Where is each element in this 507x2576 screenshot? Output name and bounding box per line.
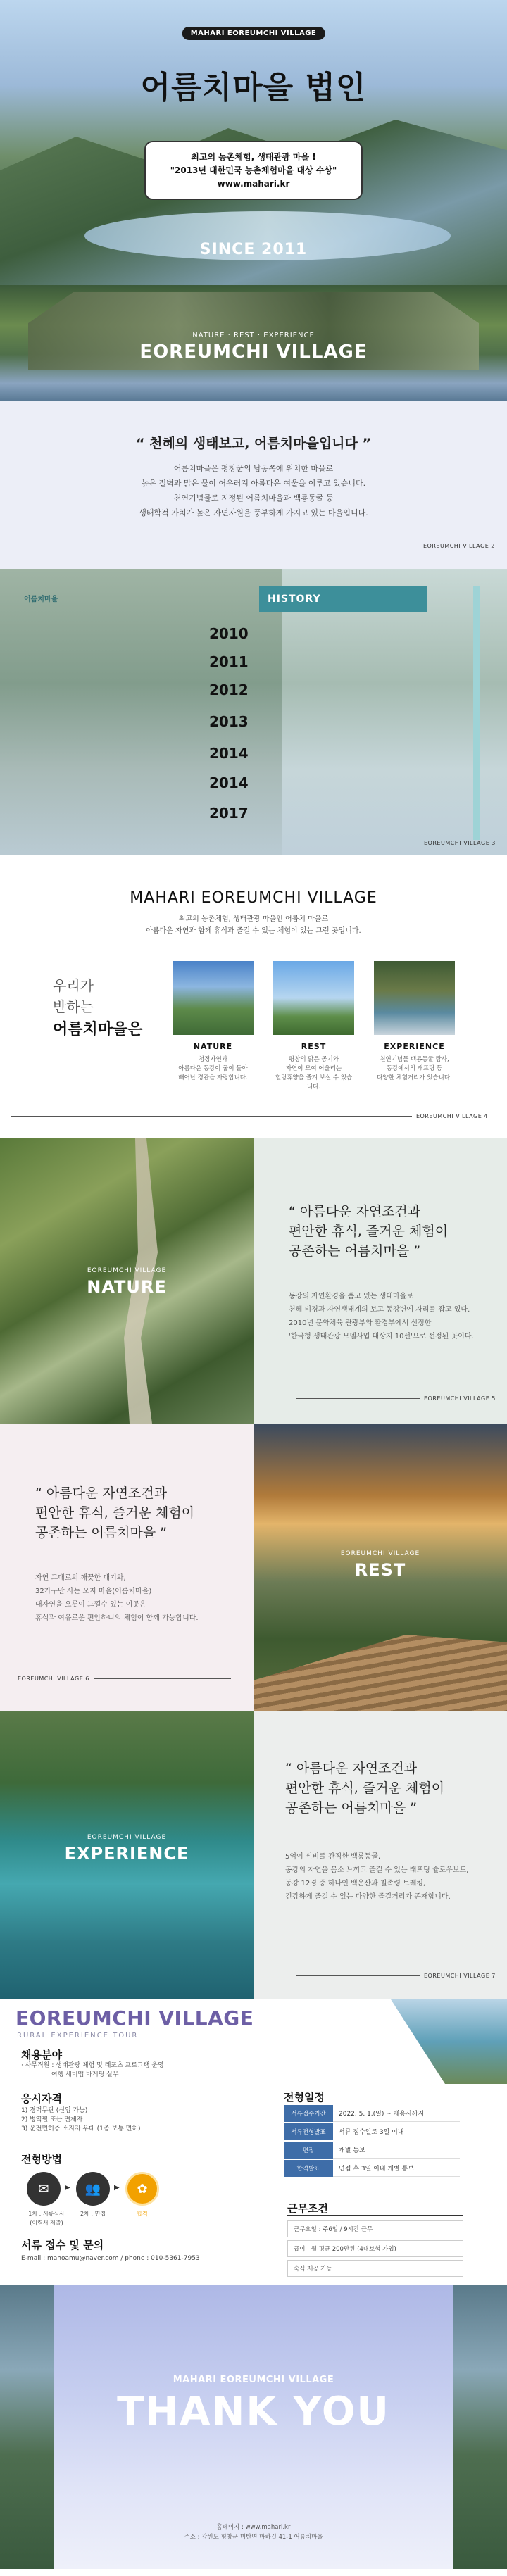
card-caption: REST [301, 1042, 327, 1051]
quote-line: “ 아름다운 자연조건과 [285, 1761, 418, 1776]
card-desc-line: 힐링휴양을 즐겨 보실 수 있습니다. [275, 1074, 353, 1091]
condition-row: 근무요일 : 주6일 / 9시간 근무 [287, 2220, 463, 2237]
card-desc [273, 1055, 354, 1092]
body-line: 건강하게 즐길 수 있는 다양한 즐길거리가 존재합니다. [285, 1893, 451, 1901]
intro-banner [0, 285, 507, 401]
quote-line: 편안한 휴식, 즐거운 체험이 [35, 1505, 195, 1521]
about-left-text [53, 975, 94, 1017]
rest-card [273, 961, 354, 1092]
step1-label [18, 2209, 75, 2228]
about-left-line: 반하는 [53, 998, 94, 1015]
schedule-key: 합격발표 [284, 2160, 333, 2177]
history-year: 2010 [209, 625, 249, 642]
intro-body-line: 천연기념물로 지정된 어름치마을과 백룡동굴 등 [173, 494, 334, 503]
heading-field: 채용분야 [21, 2049, 62, 2061]
about-sub-line: 아름다운 자연과 함께 휴식과 즐길 수 있는 체험이 있는 그런 곳입니다. [146, 927, 361, 935]
footer-label: EOREUMCHI VILLAGE 3 [424, 840, 496, 846]
intro-body [0, 461, 507, 520]
body-line: 휴식과 여유로운 편안하니의 체험이 함께 가능합니다. [35, 1614, 199, 1622]
schedule-row [284, 2123, 460, 2140]
history-year: 2014 [209, 745, 249, 762]
field-line: 여행 세미맵 마케팅 실무 [21, 2071, 119, 2078]
card-desc [173, 1055, 254, 1083]
body-line: 동강의 자연환경을 품고 있는 생태마을로 [289, 1293, 413, 1300]
experience-label-big: EXPERIENCE [64, 1844, 189, 1864]
rest-section [0, 1424, 507, 1711]
card-desc-line: 자연이 모여 어울리는 [285, 1065, 342, 1072]
history-accent-bar [473, 586, 480, 840]
card-desc-line: 아름다운 동강이 굽이 돌아 [178, 1065, 248, 1072]
body-line: 32가구만 사는 오지 마을(어름치마을) [35, 1588, 152, 1595]
body-line: 대자연을 오롯이 느낄수 있는 이곳은 [35, 1601, 146, 1609]
footer-label: EOREUMCHI VILLAGE 4 [416, 1113, 488, 1119]
hero-info-box [144, 141, 363, 200]
schedule-value: 면접 후 3일 이내 개별 통보 [333, 2160, 460, 2177]
quote-line: “ 아름다운 자연조건과 [35, 1485, 168, 1501]
nature-section [0, 1138, 507, 1424]
qualification-text [21, 2106, 141, 2134]
card-desc-line: 청정자연과 [198, 1056, 228, 1063]
about-sub-line: 최고의 농촌체험, 생태관광 마을인 어름치 마을로 [178, 915, 329, 923]
history-section [0, 569, 507, 855]
quote-line: “ 아름다운 자연조건과 [289, 1204, 421, 1219]
qual-line: 2) 병역필 또는 면제자 [21, 2116, 83, 2123]
nature-label-big: NATURE [87, 1277, 167, 1297]
heading-method: 전형방법 [21, 2153, 62, 2166]
since-text: SINCE 2011 [199, 241, 308, 258]
history-row [209, 713, 420, 730]
nature-label-small: EOREUMCHI VILLAGE [87, 1267, 167, 1274]
card-caption: NATURE [193, 1042, 233, 1051]
step1-icon: ✉ [27, 2172, 61, 2206]
history-event [251, 658, 420, 666]
step-label-line: 1차 : 서류심사 [28, 2211, 65, 2217]
arrow-icon: ▶ [65, 2184, 70, 2192]
footer-label: EOREUMCHI VILLAGE 2 [423, 543, 495, 549]
card-desc-line: 다양한 체험거리가 있습니다. [377, 1074, 452, 1081]
schedule-value: 2022. 5. 1.(일) ~ 채용시까지 [333, 2105, 460, 2122]
intro-body-line: 생태학적 가치가 높은 자연자원을 풍부하게 가지고 있는 마을입니다. [139, 508, 368, 517]
history-row [209, 745, 420, 762]
schedule-value: 개별 통보 [333, 2142, 460, 2159]
experience-quote [285, 1759, 444, 1818]
footer-line [296, 1975, 420, 1976]
history-row [209, 774, 420, 791]
body-line: 2010년 문화체육 관광부와 환경부에서 선정한 [289, 1319, 432, 1327]
schedule-key: 서류접수기간 [284, 2105, 333, 2122]
body-line: 동강의 자연을 몸소 느끼고 즐길 수 있는 래프팅 슐로우보트, [285, 1866, 469, 1874]
page-footer [296, 1973, 496, 1979]
schedule-value: 서류 접수일로 3일 이내 [333, 2123, 460, 2140]
body-line: '한국형 생태관광 모델사업 대상지 10선'으로 선정된 곳이다. [289, 1333, 474, 1340]
card-desc-line: 천연기념물 백룡동굴 탐사, [380, 1056, 449, 1063]
hero-box-url[interactable]: www.mahari.kr [217, 179, 290, 189]
page-footer [25, 543, 495, 549]
intro-section [0, 285, 507, 569]
about-title: MAHARI EOREUMCHI VILLAGE [130, 889, 377, 907]
experience-label-small: EOREUMCHI VILLAGE [87, 1834, 167, 1841]
quote-line: 편안한 휴식, 즐거운 체험이 [285, 1780, 445, 1796]
thankyou-section [0, 2285, 507, 2569]
nature-card [173, 961, 254, 1083]
nature-body [289, 1290, 500, 1343]
address-text: 주소 : 강원도 평창군 미탄면 마하길 41-1 어름치마을 [184, 2534, 323, 2541]
schedule-row [284, 2105, 460, 2122]
nature-card-image [173, 961, 254, 1035]
hero-section [0, 0, 507, 285]
intro-village-title: EOREUMCHI VILLAGE [139, 341, 368, 363]
experience-section [0, 1711, 507, 1999]
history-row [209, 653, 420, 670]
homepage-text[interactable]: 홈페이지 : www.mahari.kr [216, 2524, 291, 2531]
card-desc-line: 동강에서의 래프팅 등 [386, 1065, 443, 1072]
step3-icon: ✿ [125, 2172, 159, 2206]
heading-conditions: 근무조건 [287, 2202, 328, 2215]
about-section [0, 855, 507, 1138]
history-event [251, 779, 420, 787]
page-footer [18, 1676, 231, 1682]
footer-label: EOREUMCHI VILLAGE 7 [424, 1973, 496, 1979]
heading-schedule: 전형일정 [284, 2091, 325, 2104]
experience-body [285, 1850, 503, 1904]
thankyou-village: MAHARI EOREUMCHI VILLAGE [173, 2375, 334, 2385]
history-year: 2012 [209, 681, 249, 698]
field-text [21, 2061, 164, 2080]
intro-body-line: 높은 절벽과 맑은 물이 어우러져 아름다운 여울을 이루고 있습니다. [141, 479, 366, 488]
about-subtitle [0, 913, 507, 937]
schedule-key: 면접 [284, 2142, 333, 2159]
rest-label-big: REST [354, 1560, 406, 1580]
condition-row: 숙식 제공 가능 [287, 2260, 463, 2277]
rest-card-image [273, 961, 354, 1035]
heading-contact: 서류 접수 및 문의 [21, 2239, 104, 2251]
body-line: 자연 그대로의 깨끗한 대기와, [35, 1574, 126, 1582]
recruit-subtitle: RURAL EXPERIENCE TOUR [17, 2032, 139, 2040]
quote-line: 공존하는 어름치마을 ” [285, 1800, 418, 1816]
hero-box-line1: 최고의 농촌체험, 생태관광 마을 ! [191, 152, 316, 162]
card-desc-line: 빼어난 경관을 자랑합니다. [178, 1074, 248, 1081]
quote-line: 공존하는 어름치마을 ” [289, 1243, 421, 1259]
history-event [251, 809, 420, 817]
condition-row: 급여 : 월 평균 200만원 (4대보험 가입) [287, 2240, 463, 2257]
card-desc-line: 평창의 맑은 공기와 [288, 1056, 339, 1063]
history-event [251, 749, 420, 758]
qual-line: 3) 운전면허증 소지자 우대 (1종 보통 면허) [21, 2125, 141, 2132]
intro-tagline: NATURE · REST · EXPERIENCE [192, 332, 315, 339]
body-line: 천혜 비경과 자연생태계의 보고 동강변에 자리를 잡고 있다. [289, 1306, 470, 1314]
history-row [209, 625, 420, 642]
corner-photo [352, 1999, 507, 2084]
history-year: 2011 [209, 653, 249, 670]
page-footer [296, 840, 496, 846]
rest-label-small: EOREUMCHI VILLAGE [340, 1550, 420, 1557]
step-label-line: (이력서 제출) [30, 2220, 63, 2226]
page-footer [11, 1113, 488, 1119]
footer-label: EOREUMCHI VILLAGE 5 [424, 1395, 496, 1402]
history-event [251, 629, 420, 638]
thankyou-title: THANK YOU [117, 2389, 390, 2434]
history-header: HISTORY [259, 586, 427, 612]
history-row [209, 805, 420, 822]
body-line: 5억여 신비를 간직한 백룡동굴, [285, 1853, 380, 1861]
contact-text[interactable]: E-mail : mahoamu@naver.com / phone : 010-5361-7953 [21, 2255, 200, 2262]
history-event [251, 717, 420, 726]
history-year: 2014 [209, 774, 249, 791]
schedule-key: 서류전형발표 [284, 2123, 333, 2140]
experience-card [374, 961, 455, 1083]
hero-badge: MAHARI EOREUMCHI VILLAGE [182, 27, 325, 40]
hero-title: 어름치마을 법인 [140, 70, 367, 106]
step2-icon: 👥 [76, 2172, 110, 2206]
intro-body-line: 어름치마을은 평창군의 남동쪽에 위치한 마을로 [173, 464, 334, 473]
quote-line: 공존하는 어름치마을 ” [35, 1525, 168, 1540]
footer-line [296, 1398, 420, 1399]
page-footer [296, 1395, 496, 1402]
hero-box-line2: "2013년 대한민국 농촌체험마을 대상 수상" [170, 165, 337, 175]
heading-qualification: 응시자격 [21, 2092, 62, 2105]
about-left-bold: 어름치마을은 [53, 1021, 143, 1038]
history-year: 2013 [209, 713, 249, 730]
history-row [209, 681, 420, 698]
history-event [251, 686, 420, 694]
rest-quote [35, 1483, 194, 1543]
body-line: 동강 12경 중 하나인 백운산과 칠족령 트레킹, [285, 1880, 426, 1887]
rest-body [35, 1571, 246, 1625]
arrow-icon: ▶ [114, 2184, 120, 2192]
about-left-line: 우리가 [53, 977, 94, 994]
quote-line: 편안한 휴식, 즐거운 체험이 [289, 1224, 449, 1239]
card-caption: EXPERIENCE [384, 1042, 445, 1051]
experience-card-image [374, 961, 455, 1035]
thankyou-panel [54, 2285, 453, 2569]
schedule-row [284, 2160, 460, 2177]
step3-label: 합격 [137, 2211, 148, 2217]
conditions-line [287, 2215, 463, 2216]
nature-quote [289, 1202, 448, 1261]
intro-quote: “ 천혜의 생태보고, 어름치마을입니다 ” [136, 436, 371, 451]
field-line: · 사무직원 : 생태관광 체험 및 레포츠 프로그램 운영 [21, 2062, 164, 2069]
village-logo: 어름치마을 [24, 596, 58, 603]
footer-line [94, 1678, 231, 1679]
footer-label: EOREUMCHI VILLAGE 6 [18, 1676, 89, 1682]
step2-label: 2차 : 면접 [80, 2211, 106, 2217]
card-desc [374, 1055, 455, 1083]
recruit-section [0, 1999, 507, 2285]
recruit-title: EOREUMCHI VILLAGE [15, 2006, 254, 2030]
history-year: 2017 [209, 805, 249, 822]
footer-line [11, 1116, 412, 1117]
schedule-row [284, 2142, 460, 2159]
qual-line: 1) 경력무관 (신입 가능) [21, 2107, 88, 2114]
